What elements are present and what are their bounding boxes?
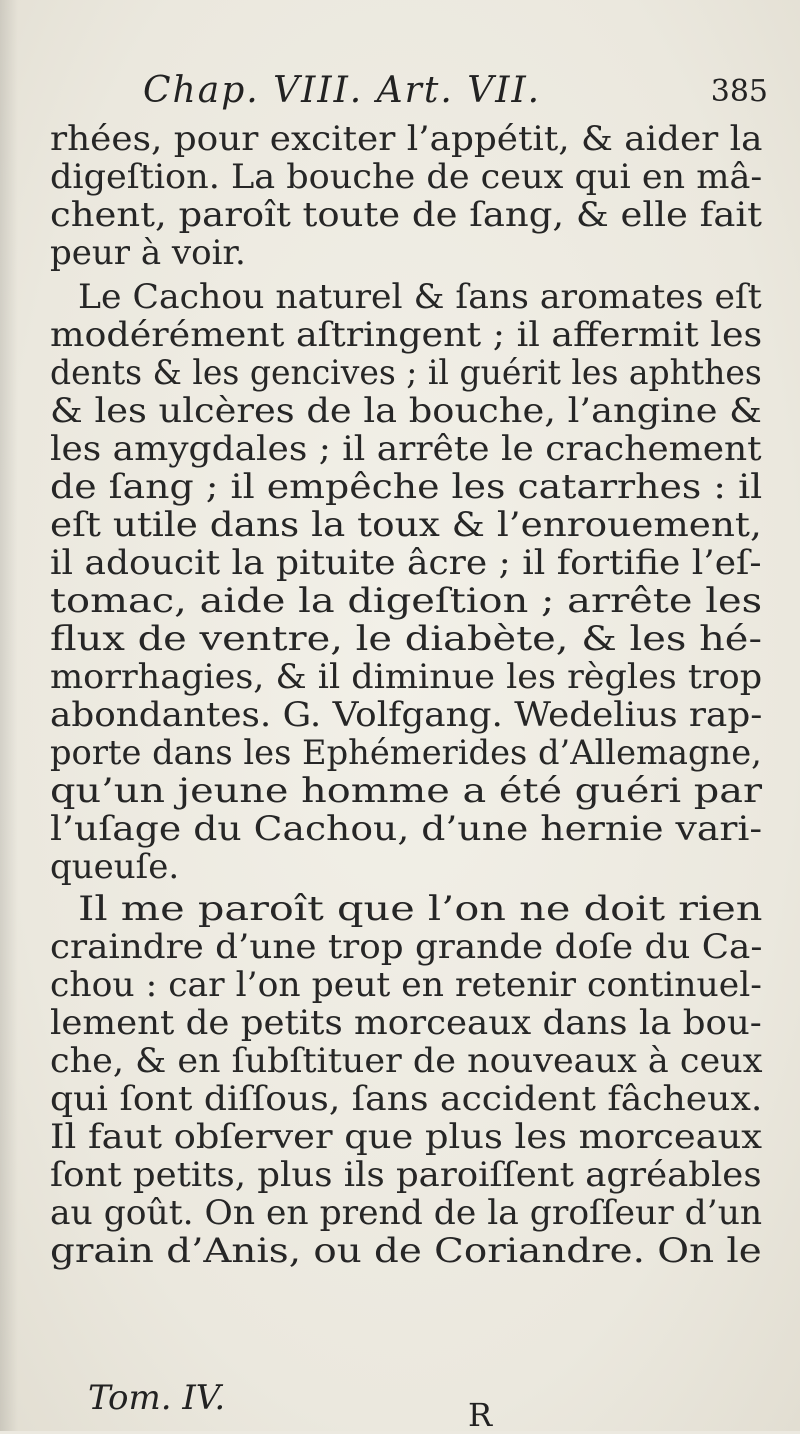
text-line: che, & en ſubſtituer de nouveaux à ceux <box>50 1041 763 1081</box>
text-line: il adoucit la pituite âcre ; il fortifie l’eſ- <box>50 543 762 583</box>
text-line: digeſtion. La bouche de ceux qui en mâ- <box>50 157 763 197</box>
text-line: flux de ventre, le diabète, & les hé- <box>50 619 762 659</box>
text-line: dents & les gencives ; il guérit les aphthes <box>50 353 762 393</box>
text-line: chent, paroît toute de ſang, & elle fait <box>50 195 763 235</box>
text-line: qui ſont diſſous, ſans accident fâcheux. <box>50 1079 763 1119</box>
text-line: modérément aſtringent ; il affermit les <box>50 315 763 355</box>
volume-label: Tom. IV. <box>88 1378 226 1418</box>
text-line: chou : car l’on peut en retenir continuel- <box>50 965 762 1005</box>
text-line: ſont petits, plus ils paroiſſent agréables <box>50 1155 762 1195</box>
text-line: l’uſage du Cachou, d’une hernie vari- <box>50 809 763 849</box>
running-head: Chap. VIII. Art. VII. <box>143 70 542 111</box>
paragraph-start-line: Il me paroît que l’on ne doit rien <box>78 889 763 929</box>
signature-mark: R <box>468 1396 493 1434</box>
text-line: morrhagies, & il diminue les règles trop <box>50 657 763 697</box>
text-line: porte dans les Ephémerides d’Allemagne, <box>50 733 762 773</box>
page-header <box>88 70 768 120</box>
text-line: les amygdales ; il arrête le crachement <box>50 429 762 469</box>
text-line: de ſang ; il empêche les catarrhes : il <box>50 467 763 507</box>
text-line: peur à voir. <box>50 233 246 273</box>
text-line: tomac, aide la digeſtion ; arrête les <box>50 581 763 621</box>
text-line: au goût. On en prend de la groſſeur d’un <box>50 1193 763 1233</box>
text-line: lement de petits morceaux dans la bou- <box>50 1003 762 1043</box>
page-footer <box>88 1378 738 1434</box>
text-line: rhées, pour exciter l’appétit, & aider la <box>50 119 763 159</box>
text-line: eſt utile dans la toux & l’enrouement, <box>50 505 762 545</box>
text-line: queuſe. <box>50 847 180 887</box>
text-line: craindre d’une trop grande doſe du Ca- <box>50 927 763 967</box>
text-line: grain d’Anis, ou de Coriandre. On le <box>50 1231 762 1271</box>
text-line: abondantes. G. Volfgang. Wedelius rap- <box>50 695 763 735</box>
text-line: qu’un jeune homme a été guéri par <box>50 771 763 811</box>
page-number: 385 <box>710 74 768 109</box>
paragraph-start-line: Le Cachou naturel & ſans aromates eſt <box>78 277 762 317</box>
text-line: Il faut obſerver que plus les morceaux <box>50 1117 763 1157</box>
text-line: & les ulcères de la bouche, l’angine & <box>50 391 762 431</box>
